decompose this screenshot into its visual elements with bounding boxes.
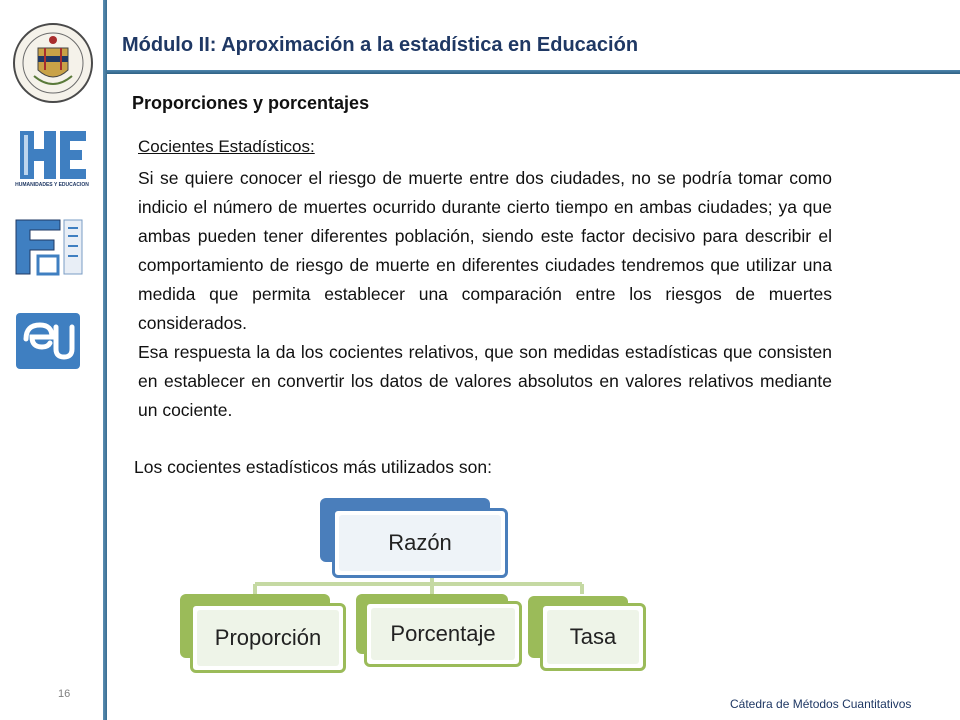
diagram-node-proporcion bbox=[180, 594, 345, 672]
diagram-node-razon bbox=[320, 498, 506, 576]
section-subtitle: Proporciones y porcentajes bbox=[132, 93, 370, 113]
page-title: Módulo II: Aproximación a la estadística en Educación bbox=[122, 34, 639, 56]
paragraph-2: Esa respuesta la da los cocientes relativos, que son medidas estadísticas que consisten en establecer en convertir los datos de valores absolutos en valores relativos mediante un cociente. bbox=[138, 342, 832, 420]
page-number: 16 bbox=[58, 688, 71, 700]
diagram-node-porcentaje-label: Porcentaje bbox=[371, 608, 515, 660]
section-heading: Cocientes Estadísticos: bbox=[138, 137, 315, 156]
diagram-node-proporcion-label: Proporción bbox=[197, 610, 339, 666]
lead-line: Los cocientes estadísticos más utilizados son: bbox=[134, 457, 492, 477]
diagram-node-porcentaje bbox=[356, 594, 524, 672]
paragraph-1: Si se quiere conocer el riesgo de muerte entre dos ciudades, no se podría tomar como indicio el número de muertes ocurrido durante cierto tiempo en ambas ciudades; ya que ambas pueden tener diferentes población, siendo este factor decisivo para describir el comportamiento de riesgo de muerte en diferentes ciudades tendremos que utilizar una medida que permita establecer una comparación entre los riesgos de muertes considerados. bbox=[138, 168, 832, 333]
footer-credit: Cátedra de Métodos Cuantitativos bbox=[730, 697, 912, 711]
diagram-node-tasa-label: Tasa bbox=[547, 610, 639, 664]
humanidades-logo-caption: HUMANIDADES Y EDUCACION bbox=[15, 182, 89, 188]
diagram-node-razon-label: Razón bbox=[339, 515, 501, 571]
diagram-node-tasa bbox=[528, 596, 648, 672]
